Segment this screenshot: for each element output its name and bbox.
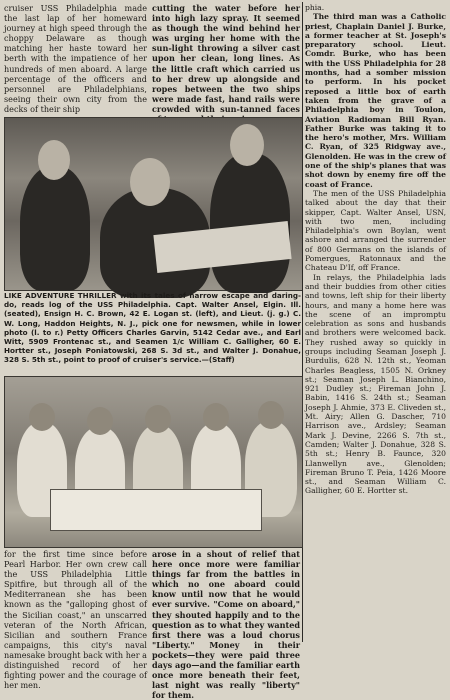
article-paragraph: cutting the water before her into high lazy spray. It seemed as though the wind behind her was urging her home with the sun-light throwing a silver cast upon her clean, long lines. As the little craft which carried us to her drew up alongside and ropes between the two ships were made fast, hand rails were crowded with sun-tanned faces bbox=[152, 3, 300, 114]
officer-face-right bbox=[230, 124, 264, 166]
article-column-left-bottom bbox=[4, 549, 147, 691]
photo-sailors-pointing bbox=[4, 376, 303, 548]
article-paragraph: The men of the USS Philadelphia talked about the day that their skipper, Capt. Walter Ansel, USN, with two men, including Philadelphia's own Boylan, went ashore and arranged the surrender of 800 Germans on the islands of Pomergues, Ratonnaux and the Chateau D'If, off France. bbox=[305, 188, 446, 273]
officer-figure-left bbox=[20, 166, 90, 291]
photo-caption bbox=[4, 291, 301, 373]
article-column-middle-bottom bbox=[152, 549, 300, 700]
officer-face-center bbox=[130, 158, 170, 206]
caption-text: LIKE ADVENTURE THRILLER with its tales of narrow escape and daring-do, reads log of the USS Philadelphia. Capt. Walter Ansel, Elgin. Ill. (seated), Ensign H. C. Brown, 42 E. Logan st. (left), and Lieut. (j. g.) C. W. Long, Haddon Heights, N. J., pick one for newsmen, while in lower photo (l. to r.) Petty Officers Charles Garvin, 5142 Cedar ave., and Earl Witt, 5909 Frontenac st., and Seamen 1/c William C. Galligher, 60 E. Hortter st., Joseph Poniatowski, 268 S. 3d st., and Walter J. Donahue, 328 S. 5th st., point to proof of cruiser's service.—(Staff) bbox=[4, 291, 301, 365]
article-column-right bbox=[305, 3, 446, 635]
sailor-face bbox=[29, 403, 55, 431]
officer-face-left bbox=[38, 140, 70, 180]
sailor-face bbox=[145, 405, 171, 433]
article-paragraph: phia. bbox=[305, 3, 325, 12]
article-paragraph: arose in a shout of relief that here once more were familiar things far from the battles in which no one aboard could know until now that he would ever survive. "Come on aboard," they shouted happily and to the question as to what they wanted first there was a loud chorus "Liberty." Money in their pockets—they were paid three days ago—and the familiar earth once more beneath their feet, last night was really "liberty" for them. bbox=[152, 549, 300, 700]
article-paragraph: cruiser USS Philadelphia made the last lap of her homeward journey at high speed through the choppy Delaware as though matching her haste toward her berth with the impatience of her hundreds of men aboard. A large percentage of the officers and personnel are Philadelphians, seeing their own city from the decks of their ship bbox=[4, 3, 147, 114]
article-paragraph: for the first time since before Pearl Harbor. Her own crew call the USS Philadelphia Little Spitfire, but through all of the Mediterranean she has been known as the "galloping ghost of the Sicilian coast," an unscarred veteran of the North African, Sicilian and southern France campaigns, this city's naval namesake brought back with her a distinguished record of her fighting power and the courage of her men. bbox=[4, 549, 147, 691]
article-paragraph-bold: The third man was a Catholic priest, Chaplain Daniel J. Burke, a former teacher at St. Joseph's preparatory school. Lieut. Comdr. Burke, who has been with the USS Philadelphia for 28 months, had a somber mission to perform. In his pocket reposed a little box of earth taken from the grave of a Philadelphia boy in Toulon, Aviation Radioman Bill Ryan. Father Burke was taking it to the hero's mother, Mrs. William C. Ryan, of 325 Ridgway ave., Glenolden. He was in the crew of one of the ship's planes that was shot down by enemy fire off the coast of France. bbox=[305, 12, 446, 189]
article-column-left-top bbox=[4, 3, 147, 115]
sailor-face bbox=[87, 407, 113, 435]
sailor-face bbox=[258, 401, 284, 429]
photo-officers-reading-log bbox=[4, 117, 303, 291]
hull-service-markings bbox=[50, 489, 262, 531]
article-paragraph: In relays, the Philadelphia lads and their buddies from other cities and towns, left ship for their liberty hours, and many a home here was the scene of an impromptu celebration as sons and husbands and brothers were welcomed back. They rushed away so quickly in groups including Seaman Joseph J. Burdulis, 628 N. 12th st., Yeoman Charles Beagless, 1505 N. Orkney st.; Seaman Joseph L. Bianchino, 921 Dudley st.; Fireman John J. Babin, 1416 S. 24th st.; Seaman Joseph J. Ahmie, 373 E. Cliveden st., Mt. Airy; Allen G. Dascher, 710 Harrison ave., Ardsley; Seaman Mark J. Devine, 2266 S. 7th st., Camden; Walter J. Donahue, 328 S. 5th st.; Henry B. Faunce, 320 Llanwellyn ave., Glenolden; Fireman Bruno T. Peia, 1426 Moore st., and Seaman William C. Galligher, 60 E. Hortter st. bbox=[305, 272, 446, 496]
sailor-face bbox=[203, 403, 229, 431]
article-column-middle-top bbox=[152, 3, 300, 115]
